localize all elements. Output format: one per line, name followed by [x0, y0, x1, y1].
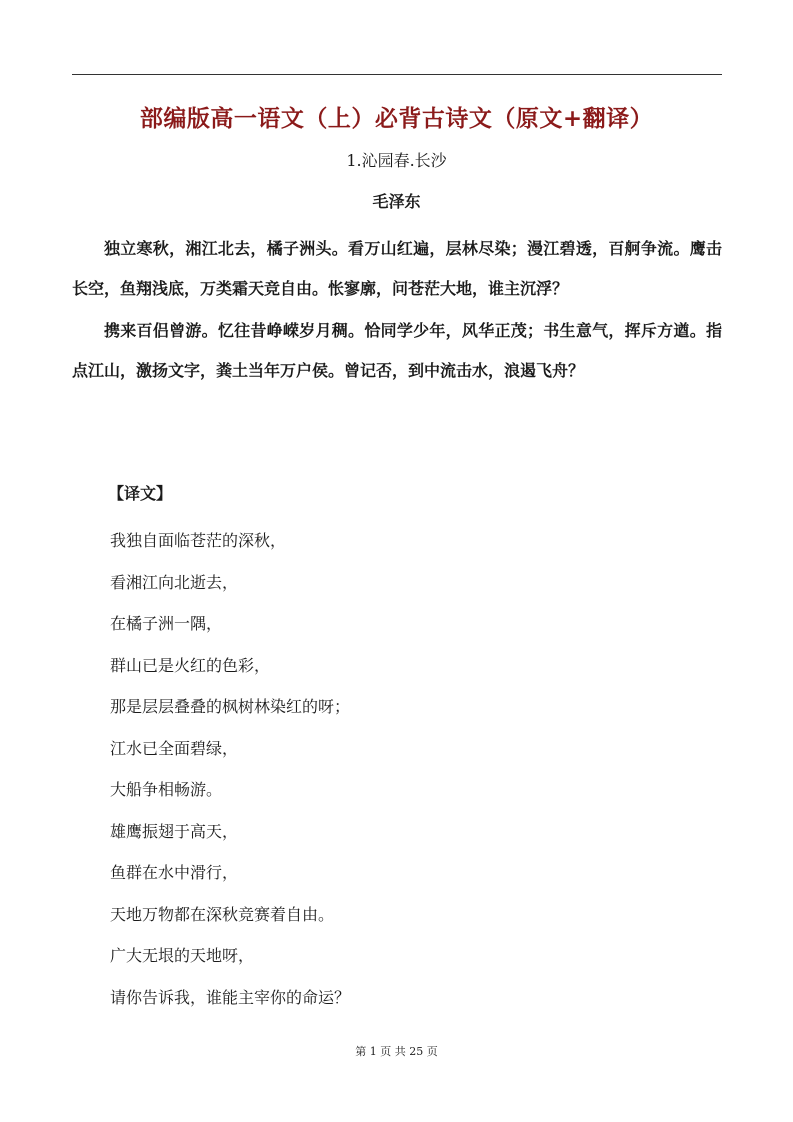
document-title: 部编版高一语文（上）必背古诗文（原文+翻译） [139, 105, 654, 132]
translation-line: 看湘江向北逝去， [110, 572, 239, 592]
translation-line: 我独自面临苍茫的深秋， [110, 531, 287, 550]
translation-body [110, 520, 710, 1018]
translation-line: 雄鹰振翅于高天， [110, 821, 239, 841]
translation-line: 大船争相畅游。 [110, 780, 223, 799]
translation-line: 江水已全面碧绿， [110, 738, 239, 758]
poem-body [72, 229, 722, 393]
poem-title: 1.沁园春.长沙 [346, 151, 447, 170]
translation-line: 天地万物都在深秋竞赛着自由。 [110, 904, 335, 924]
translation-line: 请你告诉我，谁能主宰你的命运？ [110, 987, 351, 1007]
translation-heading: 【译文】 [108, 484, 173, 503]
poem-paragraph: 携来百侣曾游。忆往昔峥嵘岁月稠。恰同学少年，风华正茂；书生意气，挥斥方遒。指点江山，激扬文字，粪土当年万户侯。曾记否，到中流击水，浪遏飞舟？ [72, 321, 722, 380]
page-footer: 第 1 页 共 25 页 [355, 1045, 438, 1058]
translation-line: 广大无垠的天地呀， [110, 946, 255, 965]
translation-line: 那是层层叠叠的枫树林染红的呀； [110, 697, 351, 716]
translation-line: 在橘子洲一隅， [110, 614, 223, 633]
poem-paragraph: 独立寒秋，湘江北去，橘子洲头。看万山红遍，层林尽染；漫江碧透，百舸争流。鹰击长空，鱼翔浅底，万类霜天竞自由。怅寥廓，问苍茫大地，谁主沉浮？ [72, 239, 722, 298]
translation-line: 群山已是火红的色彩， [110, 655, 271, 675]
header-rule [72, 74, 722, 75]
poem-author: 毛泽东 [372, 192, 421, 211]
translation-line: 鱼群在水中滑行， [110, 863, 239, 882]
